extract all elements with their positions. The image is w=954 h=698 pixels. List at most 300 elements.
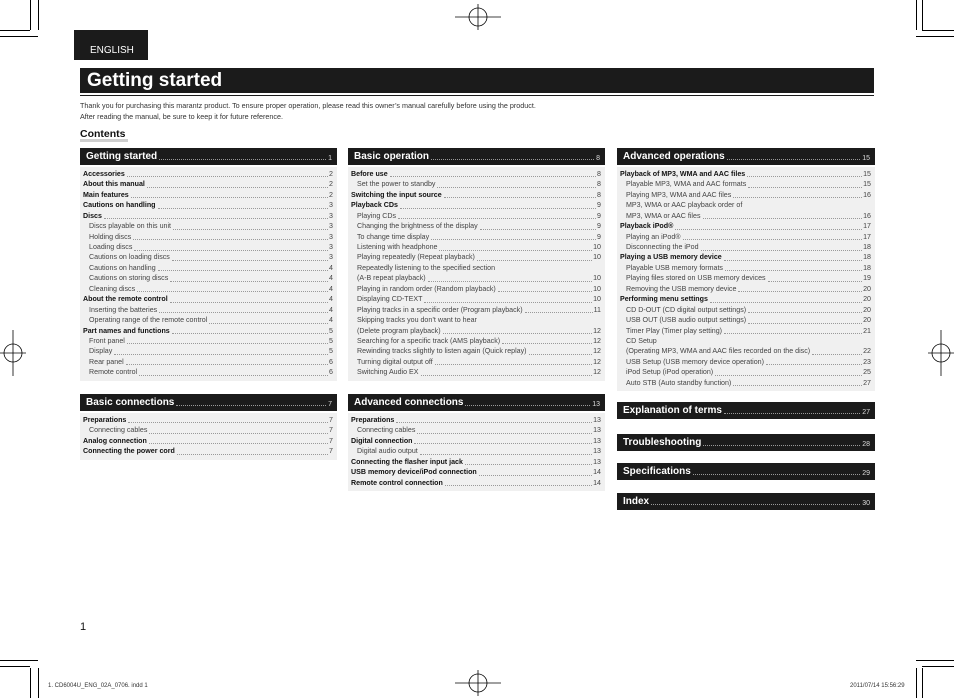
toc-entry[interactable] xyxy=(351,457,601,467)
toc-entry-label: Discs xyxy=(83,211,102,220)
toc-entry[interactable] xyxy=(351,294,601,304)
toc-entry[interactable] xyxy=(620,253,871,263)
section-header[interactable] xyxy=(617,463,875,480)
section-advanced-connections xyxy=(348,394,605,491)
toc-entry-label: Repeatedly listening to the specified section xyxy=(357,263,496,272)
section-entries xyxy=(348,413,605,491)
toc-entry-label: Analog connection xyxy=(83,436,147,445)
dot-leader xyxy=(748,187,862,188)
toc-entry-page: 6 xyxy=(329,368,333,377)
toc-entry-label: Playing repeatedly (Repeat playback) xyxy=(357,253,475,262)
dot-leader xyxy=(137,291,328,292)
dot-leader xyxy=(170,281,328,282)
dot-leader xyxy=(439,250,592,251)
dot-leader xyxy=(766,364,862,365)
dot-leader xyxy=(465,464,592,465)
toc-entry[interactable] xyxy=(351,190,601,200)
toc-entry-label: Loading discs xyxy=(89,243,133,252)
section-page: 15 xyxy=(862,155,870,162)
dot-leader xyxy=(424,302,592,303)
toc-entry[interactable] xyxy=(351,436,601,446)
toc-entry-label: Before use xyxy=(351,169,388,178)
toc-entry-page: 3 xyxy=(329,243,333,252)
section-title: Basic operation xyxy=(354,151,430,162)
toc-entry[interactable] xyxy=(351,263,601,273)
toc-entry-page: 12 xyxy=(593,336,601,345)
toc-entry[interactable] xyxy=(351,425,601,435)
toc-entry-page: 6 xyxy=(329,357,333,366)
dot-leader xyxy=(396,422,592,423)
section-header[interactable] xyxy=(617,493,875,510)
toc-entry-page: 12 xyxy=(593,326,601,335)
toc-entry-label: Connecting the flasher input jack xyxy=(351,457,463,466)
section-entries xyxy=(80,167,337,381)
toc-entry-label: Cautions on loading discs xyxy=(89,253,170,262)
toc-entry-page: 5 xyxy=(329,336,333,345)
section-specifications xyxy=(617,463,875,480)
toc-entry-page: 3 xyxy=(329,232,333,241)
toc-entry-page: 9 xyxy=(597,232,601,241)
section-basic-operation xyxy=(348,148,605,381)
section-page: 29 xyxy=(862,470,870,477)
toc-entry[interactable] xyxy=(83,357,333,367)
toc-entry-page: 4 xyxy=(329,295,333,304)
section-entries xyxy=(80,413,337,460)
toc-entry[interactable] xyxy=(620,169,871,179)
dot-leader xyxy=(725,270,862,271)
toc-entry-page: 10 xyxy=(593,295,601,304)
dot-leader xyxy=(398,218,596,219)
toc-entry-page: 15 xyxy=(863,169,871,178)
toc-entry[interactable] xyxy=(351,179,601,189)
dot-leader xyxy=(390,176,596,177)
toc-entry-label: MP3, WMA or AAC playback order of xyxy=(626,201,743,210)
toc-entry-page: 13 xyxy=(593,436,601,445)
toc-entry-label: To change time display xyxy=(357,232,430,241)
dot-leader xyxy=(710,302,862,303)
toc-entry-label: iPod Setup (iPod operation) xyxy=(626,368,714,377)
dot-leader xyxy=(748,312,862,313)
toc-entry-page: 4 xyxy=(329,274,333,283)
toc-entry-page: 25 xyxy=(863,368,871,377)
dot-leader xyxy=(127,343,328,344)
section-page: 13 xyxy=(592,401,600,408)
dot-leader xyxy=(414,443,592,444)
toc-entry-label: Searching for a specific track (AMS playback) xyxy=(357,336,501,345)
dot-leader xyxy=(733,385,862,386)
language-tab: ENGLISH xyxy=(74,30,148,60)
dot-leader xyxy=(747,176,862,177)
toc-entry-page: 7 xyxy=(329,436,333,445)
dot-leader xyxy=(733,197,862,198)
toc-entry-page: 7 xyxy=(329,447,333,456)
section-basic-connections xyxy=(80,394,337,460)
dot-leader xyxy=(431,239,596,240)
toc-entry-label: Playing MP3, WMA and AAC files xyxy=(626,190,732,199)
toc-entry-page: 2 xyxy=(329,169,333,178)
toc-entry-page: 16 xyxy=(863,190,871,199)
toc-entry-label: Rear panel xyxy=(89,357,124,366)
toc-entry-label: Turning digital output off xyxy=(357,357,433,366)
toc-entry-label: Performing menu settings xyxy=(620,295,708,304)
section-title: Index xyxy=(623,496,650,507)
toc-entry-label: Preparations xyxy=(83,415,127,424)
toc-entry[interactable] xyxy=(620,367,871,377)
dot-leader xyxy=(170,302,328,303)
toc-entry[interactable] xyxy=(83,415,333,425)
toc-entry[interactable] xyxy=(620,305,871,315)
toc-entry-page: 3 xyxy=(329,253,333,262)
dot-leader xyxy=(675,229,862,230)
toc-entry-page: 10 xyxy=(593,284,601,293)
dot-leader xyxy=(443,333,593,334)
dot-leader xyxy=(176,405,326,406)
section-header[interactable] xyxy=(80,148,337,165)
section-page: 28 xyxy=(862,441,870,448)
dot-leader xyxy=(693,474,860,475)
dot-leader xyxy=(768,281,863,282)
toc-entry[interactable] xyxy=(620,190,871,200)
section-title: Basic connections xyxy=(86,397,175,408)
footer-filename: 1. CD6004U_ENG_02A_0706. indd 1 xyxy=(48,683,148,689)
section-page: 7 xyxy=(328,401,332,408)
dot-leader xyxy=(445,485,592,486)
dot-leader xyxy=(420,454,592,455)
toc-entry[interactable] xyxy=(620,263,871,273)
toc-entry-label: Set the power to standby xyxy=(357,180,436,189)
dot-leader xyxy=(149,433,328,434)
toc-entry[interactable] xyxy=(620,179,871,189)
toc-entry-label: (Operating MP3, WMA and AAC files recorded on the disc) xyxy=(626,347,811,356)
toc-entry[interactable] xyxy=(83,221,333,231)
toc-entry-page: 7 xyxy=(329,415,333,424)
toc-entry[interactable] xyxy=(620,284,871,294)
toc-entry[interactable] xyxy=(83,253,333,263)
registration-mark-left-icon xyxy=(0,330,26,376)
toc-entry-label: Playback iPod® xyxy=(620,222,674,231)
toc-entry[interactable] xyxy=(351,221,601,231)
dot-leader xyxy=(147,187,328,188)
toc-entry[interactable] xyxy=(620,378,871,388)
toc-entry[interactable] xyxy=(351,232,601,242)
toc-entry-page: 16 xyxy=(863,211,871,220)
dot-leader xyxy=(477,260,592,261)
toc-entry[interactable] xyxy=(351,326,601,336)
toc-entry[interactable] xyxy=(83,294,333,304)
toc-entry-label: Main features xyxy=(83,190,129,199)
toc-entry[interactable] xyxy=(620,315,871,325)
toc-entry-label: Operating range of the remote control xyxy=(89,316,208,325)
toc-entry-page: 23 xyxy=(863,357,871,366)
toc-entry[interactable] xyxy=(351,273,601,283)
toc-entry[interactable] xyxy=(351,467,601,477)
toc-entry-label: Part names and functions xyxy=(83,326,170,335)
toc-entry-label: USB memory device/iPod connection xyxy=(351,468,477,477)
dot-leader xyxy=(437,187,596,188)
section-getting-started xyxy=(80,148,337,381)
toc-entry-page: 10 xyxy=(593,243,601,252)
toc-entry-page: 10 xyxy=(593,253,601,262)
toc-entry-page: 21 xyxy=(863,326,871,335)
toc-entry[interactable] xyxy=(83,179,333,189)
toc-entry-page: 4 xyxy=(329,316,333,325)
dot-leader xyxy=(131,197,328,198)
dot-leader xyxy=(444,197,596,198)
toc-entry-page: 20 xyxy=(863,284,871,293)
section-title: Advanced operations xyxy=(623,151,725,162)
dot-leader xyxy=(683,239,863,240)
toc-entry[interactable] xyxy=(620,357,871,367)
dot-leader xyxy=(139,375,328,376)
toc-entry-label: Removing the USB memory device xyxy=(626,284,737,293)
toc-entry[interactable] xyxy=(83,446,333,456)
section-header[interactable] xyxy=(348,148,605,165)
section-page: 30 xyxy=(862,500,870,507)
toc-entry[interactable] xyxy=(83,326,333,336)
toc-entry-page: 8 xyxy=(597,180,601,189)
dot-leader xyxy=(502,343,592,344)
toc-entry-label: Switching Audio EX xyxy=(357,368,419,377)
toc-entry[interactable] xyxy=(351,169,601,179)
dot-leader xyxy=(431,159,594,160)
section-advanced-operations xyxy=(617,148,875,391)
section-page: 8 xyxy=(596,155,600,162)
dot-leader xyxy=(128,422,328,423)
dot-leader xyxy=(529,354,593,355)
toc-entry[interactable] xyxy=(83,211,333,221)
page-number: 1 xyxy=(80,621,87,633)
toc-entry-page: 9 xyxy=(597,201,601,210)
dot-leader xyxy=(724,333,862,334)
dot-leader xyxy=(417,433,592,434)
title-divider xyxy=(80,95,874,96)
toc-entry[interactable] xyxy=(83,425,333,435)
toc-entry[interactable] xyxy=(351,305,601,315)
toc-entry-page: 9 xyxy=(597,211,601,220)
toc-entry-label: Cleaning discs xyxy=(89,284,136,293)
toc-entry-label: Display xyxy=(89,347,113,356)
section-header[interactable] xyxy=(80,394,337,411)
toc-entry-label: Accessories xyxy=(83,169,125,178)
toc-entry-page: 3 xyxy=(329,222,333,231)
dot-leader xyxy=(159,159,326,160)
toc-entry-label: Remote control xyxy=(89,368,138,377)
toc-entry-label: USB OUT (USB audio output settings) xyxy=(626,316,747,325)
toc-entry[interactable] xyxy=(351,367,601,377)
toc-entry-label: Playing an iPod® xyxy=(626,232,681,241)
toc-entry[interactable] xyxy=(83,305,333,315)
toc-entry-label: Displaying CD-TEXT xyxy=(357,295,423,304)
section-title: Specifications xyxy=(623,466,691,477)
toc-entry-label: Cautions on handling xyxy=(89,263,156,272)
toc-entry[interactable] xyxy=(351,446,601,456)
toc-entry[interactable] xyxy=(351,315,601,325)
dot-leader xyxy=(127,176,328,177)
toc-entry[interactable] xyxy=(620,294,871,304)
toc-entry[interactable] xyxy=(351,415,601,425)
toc-entry-page: 11 xyxy=(593,305,601,314)
dot-leader xyxy=(724,260,862,261)
toc-entry-label: Skipping tracks you don’t want to hear xyxy=(357,316,477,325)
registration-mark-right-icon xyxy=(928,330,954,376)
toc-entry[interactable] xyxy=(83,346,333,356)
toc-entry-page: 4 xyxy=(329,284,333,293)
toc-entry[interactable] xyxy=(620,221,871,231)
toc-entry-label: Playing tracks in a specific order (Program playback) xyxy=(357,305,523,314)
toc-entry[interactable] xyxy=(620,232,871,242)
toc-entry-label: Cautions on handling xyxy=(83,201,156,210)
toc-entry-label: Playing files stored on USB memory devices xyxy=(626,274,766,283)
toc-entry-label: Playing a USB memory device xyxy=(620,253,722,262)
toc-entry-label: Remote control connection xyxy=(351,478,443,487)
toc-entry[interactable] xyxy=(351,357,601,367)
toc-entry-label: MP3, WMA or AAC files xyxy=(626,211,701,220)
toc-entry-label: CD Setup xyxy=(626,336,657,345)
section-title: Advanced connections xyxy=(354,397,464,408)
footer-timestamp: 2011/07/14 15:56:29 xyxy=(850,683,905,689)
toc-entry-label: (Delete program playback) xyxy=(357,326,441,335)
toc-entry-page: 5 xyxy=(329,347,333,356)
section-header[interactable] xyxy=(348,394,605,411)
toc-entry-page: 13 xyxy=(593,415,601,424)
toc-entry[interactable] xyxy=(620,273,871,283)
section-title: Getting started xyxy=(86,151,158,162)
toc-entry[interactable] xyxy=(351,478,601,488)
toc-entry[interactable] xyxy=(620,326,871,336)
toc-entry[interactable] xyxy=(351,346,601,356)
toc-entry-page: 12 xyxy=(593,368,601,377)
toc-entry[interactable] xyxy=(351,253,601,263)
toc-entry-page: 12 xyxy=(593,347,601,356)
dot-leader xyxy=(172,260,328,261)
toc-entry-page: 14 xyxy=(593,478,601,487)
toc-entry[interactable] xyxy=(620,242,871,252)
toc-entry[interactable] xyxy=(83,436,333,446)
toc-entry[interactable] xyxy=(83,367,333,377)
section-page: 1 xyxy=(328,155,332,162)
toc-entry-page: 5 xyxy=(329,326,333,335)
dot-leader xyxy=(724,413,860,414)
dot-leader xyxy=(465,405,590,406)
dot-leader xyxy=(428,281,593,282)
section-title: Troubleshooting xyxy=(623,437,702,448)
toc-entry-page: 13 xyxy=(593,426,601,435)
toc-entry[interactable] xyxy=(83,169,333,179)
toc-entry[interactable] xyxy=(351,200,601,210)
toc-entry-label: Playback CDs xyxy=(351,201,398,210)
toc-entry-label: Discs playable on this unit xyxy=(89,222,172,231)
registration-mark-bottom-icon xyxy=(455,670,501,696)
section-explanation-of-terms xyxy=(617,402,875,419)
toc-entry-label: Changing the brightness of the display xyxy=(357,222,478,231)
dot-leader xyxy=(173,229,328,230)
section-troubleshooting xyxy=(617,434,875,451)
section-header[interactable] xyxy=(617,434,875,451)
dot-leader xyxy=(104,218,328,219)
section-entries xyxy=(617,167,875,391)
section-header[interactable] xyxy=(617,402,875,419)
toc-entry-label: Switching the input source xyxy=(351,190,442,199)
toc-entry-page: 20 xyxy=(863,295,871,304)
intro-line-2: After reading the manual, be sure to keep it for future reference. xyxy=(80,111,283,121)
toc-entry-label: About the remote control xyxy=(83,295,168,304)
toc-entry-label: Digital connection xyxy=(351,436,413,445)
toc-entry[interactable] xyxy=(351,336,601,346)
registration-mark-top-icon xyxy=(455,4,501,30)
toc-entry-page: 14 xyxy=(593,468,601,477)
toc-entry-label: Preparations xyxy=(351,415,395,424)
section-header[interactable] xyxy=(617,148,875,165)
toc-entry-page: 4 xyxy=(329,263,333,272)
toc-entry[interactable] xyxy=(620,211,871,221)
toc-entry-page: 18 xyxy=(863,243,871,252)
toc-entry-page: 3 xyxy=(329,211,333,220)
dot-leader xyxy=(715,375,862,376)
toc-entry[interactable] xyxy=(83,190,333,200)
toc-entry-label: Playing in random order (Random playback) xyxy=(357,284,496,293)
toc-entry-label: Rewinding tracks slightly to listen again (Quick replay) xyxy=(357,347,527,356)
toc-entry[interactable] xyxy=(83,315,333,325)
toc-entry-page: 17 xyxy=(863,232,871,241)
dot-leader xyxy=(498,291,592,292)
toc-entry-page: 9 xyxy=(597,222,601,231)
toc-entry-page: 13 xyxy=(593,447,601,456)
section-page: 27 xyxy=(862,409,870,416)
toc-entry-page: 27 xyxy=(863,378,871,387)
toc-entry-label: Playable USB memory formats xyxy=(626,263,723,272)
toc-entry[interactable] xyxy=(83,242,333,252)
dot-leader xyxy=(421,375,593,376)
toc-entry[interactable] xyxy=(620,336,871,346)
toc-entry-label: Disconnecting the iPod xyxy=(626,243,699,252)
toc-entry-page: 20 xyxy=(863,305,871,314)
dot-leader xyxy=(435,364,592,365)
toc-entry[interactable] xyxy=(351,242,601,252)
dot-leader xyxy=(133,239,328,240)
toc-entry[interactable] xyxy=(83,273,333,283)
toc-entry[interactable] xyxy=(83,263,333,273)
dot-leader xyxy=(748,323,862,324)
toc-entry[interactable] xyxy=(83,284,333,294)
toc-entry-page: 2 xyxy=(329,180,333,189)
toc-entry-label: Cautions on storing discs xyxy=(89,274,169,283)
toc-entry[interactable] xyxy=(83,336,333,346)
toc-entry[interactable] xyxy=(83,232,333,242)
toc-entry-label: Connecting cables xyxy=(357,426,416,435)
toc-entry-page: 7 xyxy=(329,426,333,435)
dot-leader xyxy=(134,250,328,251)
dot-leader xyxy=(651,504,860,505)
toc-entry[interactable] xyxy=(620,346,871,356)
dot-leader xyxy=(812,354,862,355)
dot-leader xyxy=(727,159,861,160)
toc-entry-page: 19 xyxy=(863,274,871,283)
toc-entry-page: 17 xyxy=(863,222,871,231)
intro-text xyxy=(80,101,536,122)
toc-entry[interactable] xyxy=(620,200,871,210)
toc-entry[interactable] xyxy=(351,211,601,221)
toc-entry[interactable] xyxy=(351,284,601,294)
dot-leader xyxy=(525,312,593,313)
toc-entry[interactable] xyxy=(83,200,333,210)
dot-leader xyxy=(159,312,328,313)
dot-leader xyxy=(738,291,862,292)
dot-leader xyxy=(158,208,329,209)
dot-leader xyxy=(400,208,596,209)
contents-heading: Contents xyxy=(80,128,126,140)
toc-entry-label: Connecting the power cord xyxy=(83,447,175,456)
dot-leader xyxy=(479,475,592,476)
